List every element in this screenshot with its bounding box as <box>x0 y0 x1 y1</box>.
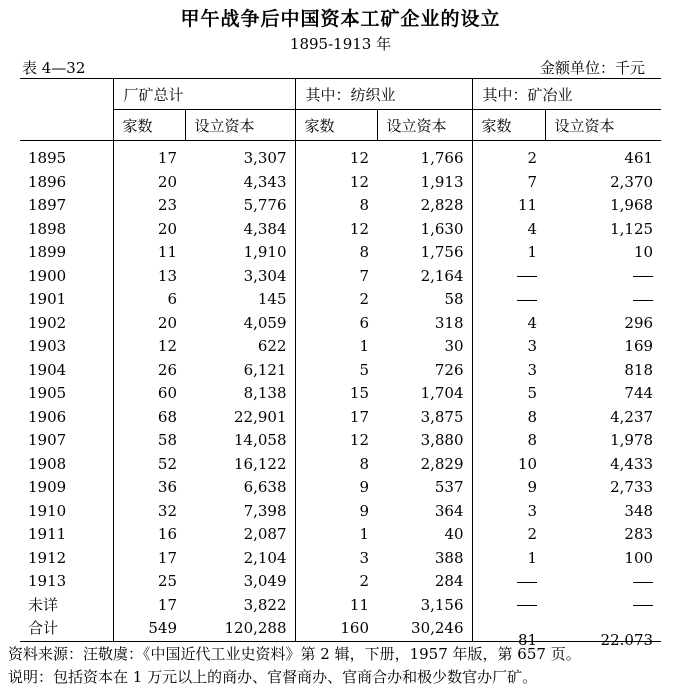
value-cell: 3 <box>295 547 377 571</box>
value-cell: 120,288 <box>185 617 295 641</box>
value-cell: 3,156 <box>420 595 464 614</box>
value-cell: 7 <box>295 265 377 289</box>
value-cell: 36 <box>113 476 185 500</box>
value-cell: 169 <box>624 337 654 356</box>
value-cell: 8 <box>295 194 377 218</box>
value-cell <box>472 594 545 618</box>
value-cell: 348 <box>624 501 654 520</box>
value-cell: 5 <box>295 359 377 383</box>
year-cell: 1909 <box>28 478 67 497</box>
value-cell: 1,968 <box>610 196 654 215</box>
value-cell: 40 <box>444 525 464 544</box>
year-cell: 1897 <box>28 196 67 215</box>
table-row <box>20 523 661 547</box>
value-cell: 1,704 <box>420 384 464 403</box>
explanation-note: 说明：包括资本在 1 万元以上的商办、官督商办、官商合办和极少数官办厂矿。 <box>8 668 538 686</box>
table-row <box>20 453 661 477</box>
value-cell: 2 <box>472 141 545 171</box>
value-cell: 7,398 <box>243 501 287 520</box>
value-cell: 1,766 <box>420 149 464 168</box>
value-cell: 1,910 <box>243 243 287 262</box>
value-cell: 818 <box>624 360 654 379</box>
value-cell: 16,122 <box>234 454 287 473</box>
value-cell: 12 <box>295 141 377 171</box>
enterprise-table <box>20 78 661 650</box>
value-cell: 622 <box>257 337 287 356</box>
value-cell: 549 <box>113 617 185 641</box>
value-cell: 8 <box>295 453 377 477</box>
year-cell: 1911 <box>28 525 67 544</box>
value-cell <box>545 570 661 594</box>
value-cell: 17 <box>295 406 377 430</box>
value-cell: 6,121 <box>243 360 287 379</box>
value-cell: 3 <box>472 335 545 359</box>
dash-mark <box>517 276 537 277</box>
value-cell <box>472 288 545 312</box>
dash-mark <box>633 582 653 583</box>
column-header: 设立资本 <box>185 110 295 141</box>
value-cell: 30,246 <box>377 617 472 641</box>
value-cell: 1 <box>472 547 545 571</box>
value-cell: 726 <box>434 360 464 379</box>
value-cell: 8 <box>295 241 377 265</box>
value-cell: 10 <box>633 243 654 262</box>
mining-total-value: 81 <box>517 631 538 650</box>
dash-mark <box>633 276 653 277</box>
value-cell: 8,138 <box>243 384 287 403</box>
value-cell: 388 <box>434 548 464 567</box>
table-body <box>20 141 661 650</box>
mining-total-value: 22.073 <box>600 631 654 650</box>
value-cell: 2,733 <box>610 478 654 497</box>
year-cell: 1895 <box>28 149 67 168</box>
value-cell: 3,822 <box>243 595 287 614</box>
value-cell: 744 <box>624 384 654 403</box>
table-number: 表 4—32 <box>22 59 86 77</box>
column-header: 设立资本 <box>545 110 661 141</box>
table-row <box>20 594 661 618</box>
value-cell: 284 <box>434 572 464 591</box>
table-row <box>20 570 661 594</box>
value-cell: 3 <box>472 500 545 524</box>
group-header: 其中：纺织业 <box>295 79 472 110</box>
value-cell <box>545 288 661 312</box>
year-cell: 1903 <box>28 337 67 356</box>
value-cell: 4,059 <box>243 313 287 332</box>
value-cell: 12 <box>113 335 185 359</box>
year-cell: 1910 <box>28 501 67 520</box>
value-cell: 52 <box>113 453 185 477</box>
column-header: 家数 <box>295 110 377 141</box>
value-cell: 364 <box>434 501 464 520</box>
value-cell: 11 <box>113 241 185 265</box>
value-cell: 12 <box>295 171 377 195</box>
value-cell <box>545 265 661 289</box>
value-cell: 100 <box>624 548 654 567</box>
value-cell: 4 <box>472 218 545 242</box>
year-cell: 1899 <box>28 243 67 262</box>
column-header: 家数 <box>113 110 185 141</box>
total-label: 合计 <box>20 617 113 641</box>
table-row <box>20 171 661 195</box>
value-cell: 3,875 <box>420 407 464 426</box>
value-cell: 6,638 <box>243 478 287 497</box>
value-cell: 17 <box>113 547 185 571</box>
group-header: 厂矿总计 <box>113 79 295 110</box>
value-cell: 20 <box>113 218 185 242</box>
value-cell <box>545 617 661 650</box>
table-row <box>20 547 661 571</box>
table-row <box>20 500 661 524</box>
dash-mark <box>517 300 537 301</box>
value-cell: 2 <box>295 288 377 312</box>
value-cell: 5,776 <box>243 196 287 215</box>
page-subtitle: 1895-1913 年 <box>289 35 392 53</box>
year-cell: 未详 <box>28 595 59 614</box>
value-cell: 15 <box>295 382 377 406</box>
year-cell: 1901 <box>28 290 67 309</box>
table-row <box>20 218 661 242</box>
value-cell: 4,343 <box>243 172 287 191</box>
value-cell: 283 <box>624 525 654 544</box>
value-cell: 3,049 <box>243 572 287 591</box>
value-cell: 4 <box>472 312 545 336</box>
value-cell: 3 <box>472 359 545 383</box>
table-row <box>20 359 661 383</box>
value-cell: 5 <box>472 382 545 406</box>
year-cell: 1904 <box>28 360 67 379</box>
value-cell: 68 <box>113 406 185 430</box>
value-cell: 7 <box>472 171 545 195</box>
table-row <box>20 141 661 171</box>
value-cell: 296 <box>624 313 654 332</box>
value-cell: 23 <box>113 194 185 218</box>
value-cell: 8 <box>472 429 545 453</box>
value-cell: 4,237 <box>610 407 654 426</box>
year-cell: 1912 <box>28 548 67 567</box>
value-cell: 1,630 <box>420 219 464 238</box>
dash-mark <box>633 605 653 606</box>
value-cell: 22,901 <box>234 407 287 426</box>
value-cell: 13 <box>113 265 185 289</box>
corner-cell <box>20 79 113 141</box>
year-cell: 1913 <box>28 572 67 591</box>
value-cell: 3,304 <box>243 266 287 285</box>
value-cell: 11 <box>295 594 377 618</box>
value-cell: 318 <box>434 313 464 332</box>
value-cell: 25 <box>113 570 185 594</box>
dash-mark <box>517 582 537 583</box>
value-cell: 9 <box>295 500 377 524</box>
value-cell: 12 <box>295 218 377 242</box>
value-cell: 6 <box>113 288 185 312</box>
value-cell: 20 <box>113 171 185 195</box>
table-row <box>20 476 661 500</box>
value-cell: 6 <box>295 312 377 336</box>
value-cell: 1 <box>472 241 545 265</box>
year-cell: 1900 <box>28 266 67 285</box>
value-cell: 58 <box>444 290 464 309</box>
value-cell: 12 <box>295 429 377 453</box>
value-cell: 1,125 <box>610 219 654 238</box>
value-cell: 30 <box>444 337 464 356</box>
value-cell: 3,307 <box>243 149 287 168</box>
value-cell: 20 <box>113 312 185 336</box>
year-cell: 1907 <box>28 431 67 450</box>
table-row <box>20 312 661 336</box>
value-cell: 2,087 <box>243 525 287 544</box>
year-cell: 1908 <box>28 454 67 473</box>
column-header: 家数 <box>472 110 545 141</box>
value-cell: 3,880 <box>420 431 464 450</box>
table-row <box>20 194 661 218</box>
value-cell: 10 <box>472 453 545 477</box>
value-cell: 60 <box>113 382 185 406</box>
value-cell: 9 <box>295 476 377 500</box>
table-row <box>20 241 661 265</box>
value-cell: 2 <box>295 570 377 594</box>
value-cell: 1,913 <box>420 172 464 191</box>
table-row <box>20 406 661 430</box>
value-cell: 1,978 <box>610 431 654 450</box>
value-cell: 8 <box>472 406 545 430</box>
table-row <box>20 288 661 312</box>
value-cell: 4,384 <box>243 219 287 238</box>
value-cell: 1 <box>295 335 377 359</box>
year-cell: 1905 <box>28 384 67 403</box>
value-cell: 58 <box>113 429 185 453</box>
value-cell: 16 <box>113 523 185 547</box>
value-cell: 537 <box>434 478 464 497</box>
year-cell: 1906 <box>28 407 67 426</box>
value-cell: 461 <box>624 149 654 168</box>
group-header: 其中：矿冶业 <box>472 79 661 110</box>
value-cell: 2,828 <box>420 196 464 215</box>
value-cell <box>545 594 661 618</box>
value-cell: 2 <box>472 523 545 547</box>
page-title: 甲午战争后中国资本工矿企业的设立 <box>180 8 501 30</box>
value-cell: 1 <box>295 523 377 547</box>
table-row <box>20 265 661 289</box>
value-cell: 11 <box>472 194 545 218</box>
value-cell: 2,829 <box>420 454 464 473</box>
value-cell: 2,370 <box>610 172 654 191</box>
value-cell: 4,433 <box>610 454 654 473</box>
table-row <box>20 335 661 359</box>
value-cell: 26 <box>113 359 185 383</box>
year-cell: 1902 <box>28 313 67 332</box>
dash-mark <box>517 605 537 606</box>
value-cell <box>472 570 545 594</box>
value-cell: 2,164 <box>420 266 464 285</box>
value-cell: 32 <box>113 500 185 524</box>
value-cell: 14,058 <box>234 431 287 450</box>
value-cell: 1,756 <box>420 243 464 262</box>
value-cell: 2,104 <box>243 548 287 567</box>
table-row <box>20 429 661 453</box>
table-row <box>20 382 661 406</box>
dash-mark <box>633 300 653 301</box>
value-cell: 160 <box>295 617 377 641</box>
value-cell: 17 <box>113 594 185 618</box>
value-cell <box>472 265 545 289</box>
year-cell: 1898 <box>28 219 67 238</box>
value-cell: 145 <box>257 290 287 309</box>
total-row <box>20 617 661 641</box>
value-cell <box>472 617 545 650</box>
year-cell: 1896 <box>28 172 67 191</box>
column-header: 设立资本 <box>377 110 472 141</box>
source-note: 资料来源：汪敬虞：《中国近代工业史资料》第 2 辑，下册，1957 年版，第 657 页。 <box>8 645 581 663</box>
unit-label: 金额单位：千元 <box>539 59 645 77</box>
value-cell: 9 <box>472 476 545 500</box>
value-cell: 17 <box>113 141 185 171</box>
